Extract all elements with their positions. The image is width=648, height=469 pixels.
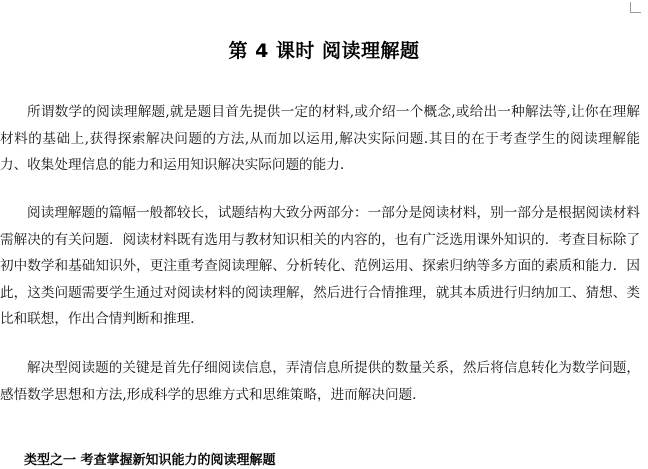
section-heading: 类型之一 考查掌握新知识能力的阅读理解题 xyxy=(24,453,276,468)
page-corner-mark xyxy=(630,2,641,13)
structure-paragraph: 阅读理解题的篇幅一般都较长，试题结构大致分两部分：一部分是阅读材料，别一部分是根据阅读材料需解决的有关问题．阅读材料既有选用与教材知识相关的内容的，也有广泛选用课外知识的．考查目标除了初中数学和基础知识外，更注重考查阅读理解、分析转化、范例运用、探索归纳等多方面的素质和能力．因此，这类问题需要学生通过对阅读材料的阅读理解，然后进行合情推理，就其本质进行归纳加工、猜想、类比和联想，作出合情判断和推理． xyxy=(0,205,640,327)
page-title: 第 4 课时 阅读理解题 xyxy=(228,40,420,62)
strategy-paragraph: 解决型阅读题的关键是首先仔细阅读信息，弄清信息所提供的数量关系，然后将信息转化为数学问题，感悟数学思想和方法,形成科学的思维方式和思维策略，进而解决问题. xyxy=(0,360,640,403)
intro-paragraph: 所谓数学的阅读理解题,就是题目首先提供一定的材料,或介绍一个概念,或给出一种解法等,让你在理解材料的基础上,获得探索解决问题的方法,从而加以运用,解决实际问题.其目的在于考查学生的阅读理解能力、收集处理信息的能力和运用知识解决实际问题的能力. xyxy=(0,104,640,173)
